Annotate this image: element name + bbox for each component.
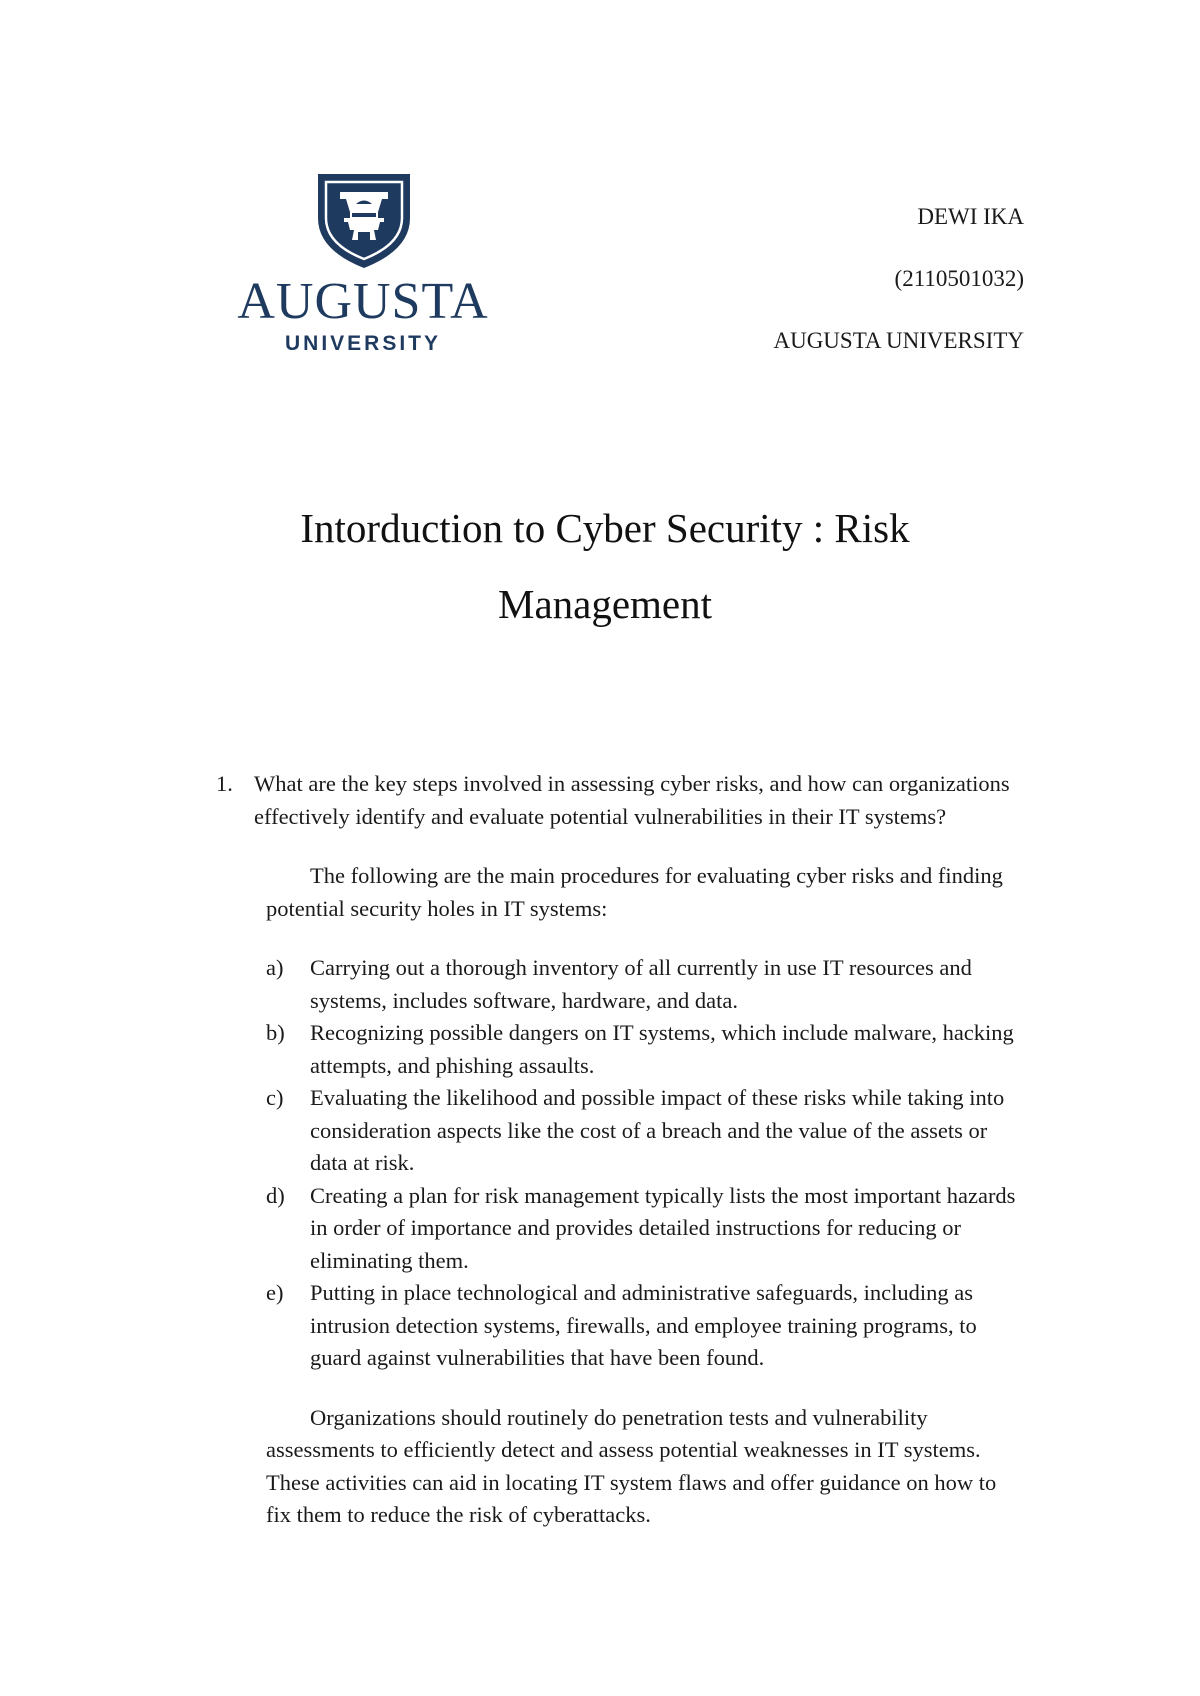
augusta-university-logo <box>226 170 501 365</box>
institution-name: AUGUSTA UNIVERSITY <box>773 328 1024 353</box>
step-text: Creating a plan for risk management typically lists the most important hazards in order of importance and provides detailed instructions for reducing or eliminating them. <box>310 1182 1016 1273</box>
intro-paragraph: The following are the main procedures for evaluating cyber risks and finding potential security holes in IT systems: <box>266 863 1003 921</box>
question-number: 1. <box>216 771 233 796</box>
logo-wordmark: AUGUSTA <box>237 273 489 330</box>
author-name: DEWI IKA <box>917 204 1024 229</box>
step-label: d) <box>266 1182 285 1208</box>
step-text: Carrying out a thorough inventory of all currently in use IT resources and systems, includes software, hardware, and data. <box>310 955 972 1013</box>
shield-logo-icon <box>226 170 501 365</box>
student-id: (2110501032) <box>894 266 1024 291</box>
list-item <box>266 1180 1016 1278</box>
document-body <box>216 768 1016 1532</box>
step-label: b) <box>266 1020 285 1045</box>
step-label: e) <box>266 1280 284 1305</box>
step-label: a) <box>266 955 284 980</box>
author-info <box>773 205 1024 391</box>
list-item <box>266 1277 1016 1375</box>
document-title <box>220 490 990 642</box>
title-line-2: Management <box>497 581 713 627</box>
question-text: What are the key steps involved in assessing cyber risks, and how can organizations effectively identify and evaluate potential vulnerabilities in their IT systems? <box>254 771 1010 829</box>
step-text: Recognizing possible dangers on IT systems, which include malware, hacking attempts, and phishing assaults. <box>310 1020 1014 1078</box>
logo-subword: UNIVERSITY <box>284 332 442 355</box>
conclusion-paragraph: Organizations should routinely do penetration tests and vulnerability assessments to efficiently detect and assess potential weaknesses in IT systems. These activities can aid in locating IT system flaws and offer guidance on how to fix them to reduce the risk of cyberattacks. <box>266 1404 997 1527</box>
step-text: Evaluating the likelihood and possible impact of these risks while taking into consideration aspects like the cost of a breach and the value of the assets or data at risk. <box>310 1085 1005 1175</box>
step-text: Putting in place technological and administrative safeguards, including as intrusion detection systems, firewalls, and employee training programs, to guard against vulnerabilities that have been found. <box>310 1280 977 1370</box>
list-item <box>266 952 1016 1017</box>
step-label: c) <box>266 1085 284 1110</box>
steps-list <box>266 952 1016 1375</box>
list-item <box>266 1082 1016 1180</box>
question-item <box>216 768 1016 833</box>
title-line-1: Intorduction to Cyber Security : Risk <box>300 505 910 551</box>
list-item <box>266 1017 1016 1082</box>
